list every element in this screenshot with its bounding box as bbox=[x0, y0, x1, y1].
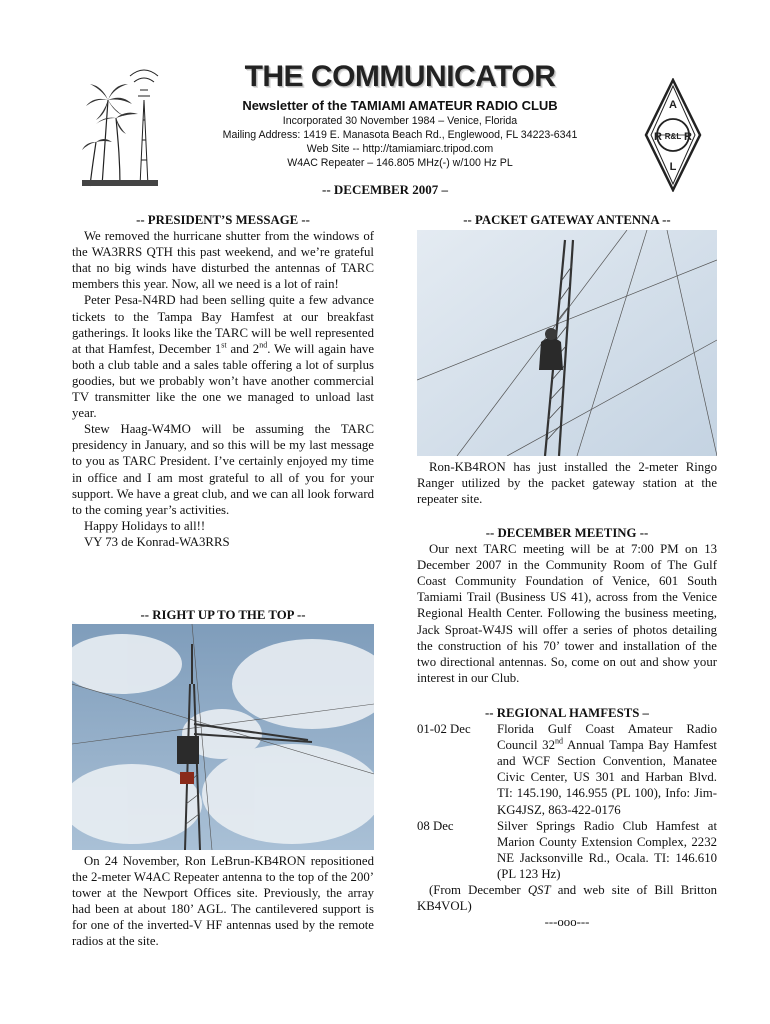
newsletter-subtitle: Newsletter of the TAMIAMI AMATEUR RADIO CLUB bbox=[242, 98, 558, 113]
packet-antenna-photo bbox=[417, 230, 717, 456]
president-paragraph-1: We removed the hurricane shutter from the windows of the WA3RRS QTH this past weekend, and we’re grateful that no big winds have disturbed the antennas of TARC members this year. Now, all we need is a lot of rain! bbox=[72, 229, 374, 292]
hamfest-date: 01-02 Dec bbox=[417, 722, 471, 737]
tower-top-photo bbox=[72, 624, 374, 850]
meeting-text: Our next TARC meeting will be at 7:00 PM on 13 December 2007 in the Community Room of The Gulf Coast Community Foundation of Venice, 601 South Tamiami Trail (Business US 41), across from the Venice Regional Health Center. Following the business meeting, Jack Sproat-W4JS will offer a series of photos detailing the construction of his 70’ tower and installation of the two directional antennas. So, come on out and show your interest in our Club. bbox=[417, 542, 717, 685]
presidents-message bbox=[72, 212, 374, 550]
president-paragraph-2: Peter Pesa-N4RD had been selling quite a few advance tickets to the Tampa Bay Hamfest at our breakfast gatherings. It looks like the TARC will be well represented at that Hamfest, December 1st and 2nd. We will again have both a club table and a sales table offering a lot of surplus goodies, but we probably won’t have another commercial TV transmitter like the one we managed to unload last year. bbox=[72, 293, 374, 421]
top-caption-text: On 24 November, Ron LeBrun-KB4RON repositioned the 2-meter W4AC Repeater antenna to the top of the 200’ tower at the Newport Offices site. Previously, the array had been at about 180’ AGL. The cantilevered support is for one of the inverted-V HF antennas used by the remote radios at the site. bbox=[72, 854, 374, 949]
packet-caption bbox=[417, 459, 717, 507]
president-paragraph-4: Happy Holidays to all!! bbox=[84, 518, 206, 533]
hamfest-item bbox=[417, 818, 717, 882]
right-up-to-the-top bbox=[72, 607, 374, 623]
hamfests-heading: -- REGIONAL HAMFESTS – bbox=[485, 706, 649, 720]
packet-caption-text: Ron-KB4RON has just installed the 2-meter Ringo Ranger utilized by the packet gateway station at the repeater site. bbox=[417, 460, 717, 507]
incorporation-line: Incorporated 30 November 1984 – Venice, Florida bbox=[282, 115, 518, 127]
hamfest-date: 08 Dec bbox=[417, 818, 454, 833]
mailing-address: Mailing Address: 1419 E. Manasota Beach Rd., Englewood, FL 34223-6341 bbox=[222, 129, 578, 141]
arrl-letter-l: L bbox=[669, 161, 677, 173]
december-meeting bbox=[417, 525, 717, 686]
repeater-line: W4AC Repeater – 146.805 MHz(-) w/100 Hz PL bbox=[287, 157, 513, 169]
hamfests-source: (From December QST and web site of Bill Britton KB4VOL) bbox=[417, 883, 717, 914]
meeting-heading: -- DECEMBER MEETING -- bbox=[485, 526, 649, 540]
hamfest-description: Silver Springs Radio Club Hamfest at Marion County Extension Complex, 2232 NE Jacksonville Rd., Ocala. TI: 146.610 (PL 123 Hz) bbox=[497, 818, 717, 881]
packet-gateway bbox=[417, 212, 717, 228]
top-caption bbox=[72, 853, 374, 950]
arrl-center-text: R&L bbox=[664, 132, 682, 141]
arrl-logo bbox=[644, 78, 702, 192]
president-signoff: VY 73 de Konrad-WA3RRS bbox=[84, 534, 230, 549]
top-heading: -- RIGHT UP TO THE TOP -- bbox=[140, 608, 306, 622]
arrl-letter-a: A bbox=[669, 99, 677, 111]
club-logo-palms-tower bbox=[80, 60, 160, 188]
president-paragraph-3: Stew Haag-W4MO will be assuming the TARC presidency in January, and so this will be my last message to you as TARC President. I’ve certainly enjoyed my time in office and I am most grateful to all of you for your support. We have a great club, and we can all look forward to the coming year’s activities. bbox=[72, 422, 374, 517]
hamfest-description: Florida Gulf Coast Amateur Radio Council 32nd Annual Tampa Bay Hamfest and WCF Section Convention, Manatee Civic Center, US 301 and Harban Blvd. TI: 145.190, 146.955 (PL 100), Info: Jim-KG4JSZ, 863-422-0176 bbox=[497, 722, 717, 817]
presidents-message-heading: -- PRESIDENT’S MESSAGE -- bbox=[136, 213, 310, 227]
masthead bbox=[170, 60, 630, 170]
end-marker: ---ooo--- bbox=[544, 915, 590, 930]
arrl-letter-r1: R bbox=[654, 131, 662, 143]
issue-date: -- DECEMBER 2007 – bbox=[321, 182, 449, 197]
website-line: Web Site -- http://tamiamiarc.tripod.com bbox=[306, 143, 494, 155]
regional-hamfests bbox=[417, 705, 717, 930]
arrl-letter-r2: R bbox=[684, 131, 692, 143]
newsletter-title: THE COMMUNICATOR bbox=[244, 60, 556, 93]
packet-heading: -- PACKET GATEWAY ANTENNA -- bbox=[463, 213, 671, 227]
hamfest-item bbox=[417, 721, 717, 818]
